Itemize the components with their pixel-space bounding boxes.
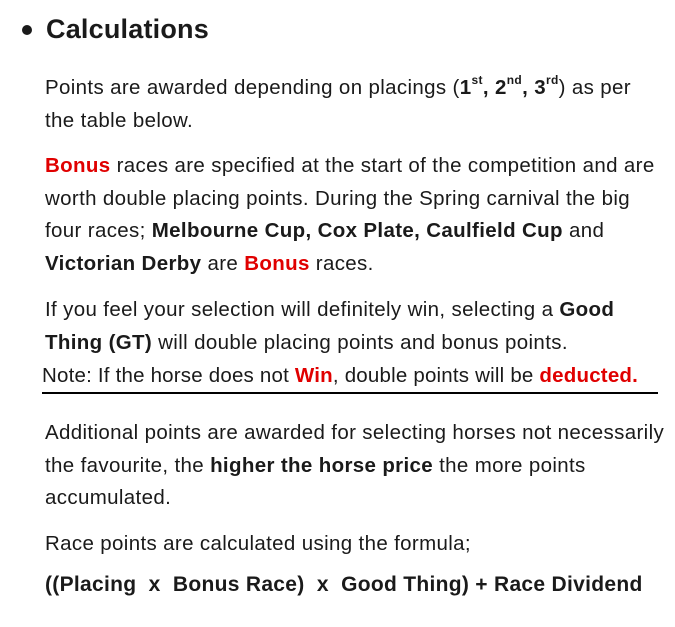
placing-sep: ,	[482, 76, 495, 99]
placings-text-end: ) as per the table below.	[45, 76, 631, 132]
section-title: Calculations	[46, 14, 209, 44]
paragraph-placings	[45, 72, 665, 137]
race-points-formula: ((Placing x Bonus Race) x Good Thing) + Race Dividend	[45, 573, 643, 596]
paragraph-formula-intro: Race points are calculated using the formula;	[45, 532, 471, 555]
placing-first: 1st	[459, 73, 483, 99]
placing-second: 2nd	[494, 73, 523, 99]
note-underlined: Note: If the horse does not Win, double points will be deducted.	[42, 361, 658, 394]
bonus-keyword: Bonus	[244, 251, 310, 275]
placing-third: 3rd	[534, 73, 559, 99]
big-races: Melbourne Cup, Cox Plate, Caulfield Cup	[151, 219, 563, 242]
section-heading	[18, 14, 209, 45]
bonus-text: races are specified at the start of the competition and are worth double placing points. During the Spring carnival the big four races;	[45, 154, 655, 242]
paragraph-bonus-races: Bonus races are specified at the start of the competition and are worth double placing points. During the Spring carnival the big four races; Melbourne Cup, Cox Plate, Caulfield Cup and Victorian Derby are Bonus races.	[45, 154, 655, 275]
bullet-icon	[22, 25, 32, 35]
placings-text: Points are awarded depending on placings (	[45, 76, 460, 99]
win-keyword: Win	[294, 364, 333, 387]
good-thing-keyword: Good Thing (GT)	[45, 298, 615, 354]
bonus-keyword: Bonus	[45, 154, 111, 177]
deducted-keyword: deducted.	[539, 364, 639, 387]
horse-price-keyword: higher the horse price	[210, 453, 434, 477]
paragraph-horse-price: Additional points are awarded for selecting horses not necessarily the favourite, the higher the horse price the more points accumulated.	[45, 421, 665, 509]
placing-sep: ,	[522, 76, 535, 99]
derby-race: Victorian Derby	[45, 251, 202, 275]
paragraph-good-thing: If you feel your selection will definitely win, selecting a Good Thing (GT) will double placing points and bonus points.	[45, 298, 615, 354]
